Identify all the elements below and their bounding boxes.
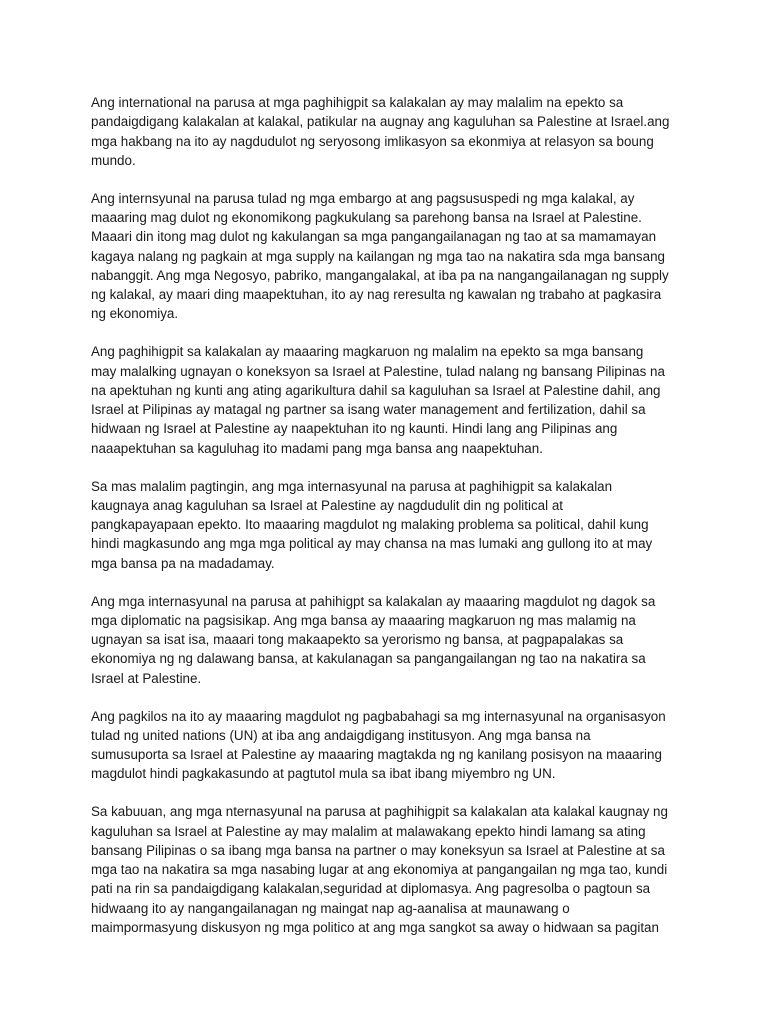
paragraph-3: Ang paghihigpit sa kalakalan ay maaaring magkaruon ng malalim na epekto sa mga bansang may malalking ugnayan o koneksyon sa Israel at Palestine, tulad nalang ng bansang Pilipinas na na apektuhan ng kunti ang ating agarikultura dahil sa kaguluhan sa Israel at Palestine dahil, ang Israel at Pilipinas ay matagal ng partner sa isang water management and fertilization, dahil sa hidwaan ng Israel at Palestine ay naapektuhan ito ng kaunti. Hindi lang ang Pilipinas ang naaapektuhan sa kaguluhag ito madami pang mga bansa ang naapektuhan. xyxy=(91,344,665,456)
paragraph-6: Ang pagkilos na ito ay maaaring magdulot ng pagbabahagi sa mg internasyunal na organisasyon tulad ng united nations (UN) at iba ang andaigdigang institusyon. Ang mga bansa na sumusuporta sa Israel at Palestine ay maaaring magtakda ng ng kanilang posisyon na maaaring magdulot hindi pagkakasundo at pagtutol mula sa ibat ibang miyembro ng UN. xyxy=(91,708,666,782)
document-body xyxy=(91,93,683,956)
paragraph-2: Ang internsyunal na parusa tulad ng mga embargo at ang pagsususpedi ng mga kalakal, ay maaaring mag dulot ng ekonomikong pagkukulang sa parehong bansa na Israel at Palestine. Maaari din itong mag dulot ng kakulangan sa mga pangangailanagan ng tao at sa mamamayan kagaya nalang ng pagkain at mga supply na kailangan ng mga tao na nakatira sda mga bansang nabanggit. Ang mga Negosyo, pabriko, mangangalakal, at iba pa na nangangailanagan ng supply ng kalakal, ay maari ding maapektuhan, ito ay nag reresulta ng kawalan ng trabaho at pagkasira ng ekonomiya. xyxy=(91,190,669,322)
paragraph-4: Sa mas malalim pagtingin, ang mga internasyunal na parusa at paghihigpit sa kalakalan kaugnaya anag kaguluhan sa Israel at Palestine ay nagdudulit din ng political at pangkapayapaan epekto. Ito maaaring magdulot ng malaking problema sa political, dahil kung hindi magkasundo ang mga mga political ay may chansa na mas lumaki ang gullong ito at may mga bansa pa na madadamay. xyxy=(91,478,653,571)
paragraph-7: Sa kabuuan, ang mga nternasyunal na parusa at paghihigpit sa kalakalan ata kalakal kaugnay ng kaguluhan sa Israel at Palestine ay may malalim at malawakang epekto hindi lamang sa ating bansang Pilipinas o sa ibang mga bansa na partner o may koneksyun sa Israel at Palestine at sa mga tao na nakatira sa mga nasabing lugar at ang ekonomiya at pangangailan ng mga tao, kundi pati na rin sa pandaigdigang kalakalan,seguridad at diplomasya. Ang pagresolba o pagtoun sa hidwaang ito ay nangangailanagan ng maingat nap ag-aanalisa at maunawang o maimpormasyung diskusyon ng mga politico at ang mga sangkot sa away o hidwaan sa pagitan xyxy=(91,804,668,935)
paragraph-1: Ang international na parusa at mga paghihigpit sa kalakalan ay may malalim na epekto sa pandaigdigang kalakalan at kalakal, patikular na augnay ang kaguluhan sa Palestine at Israel.ang mga hakbang na ito ay nagdudulot ng seryosong imlikasyon sa ekonmiya at relasyon sa boung mundo. xyxy=(91,95,670,168)
paragraph-5: Ang mga internasyunal na parusa at pahihigpt sa kalakalan ay maaaring magdulot ng dagok sa mga diplomatic na pagsisikap. Ang mga bansa ay maaaring magkaruon ng mas malamig na ugnayan sa isat isa, maaari tong makaapekto sa yerorismo ng bansa, at pagpapalakas sa ekonomiya ng ng dalawang bansa, at kakulanagan sa pangangailangan ng tao na nakatira sa Israel at Palestine. xyxy=(91,593,656,686)
